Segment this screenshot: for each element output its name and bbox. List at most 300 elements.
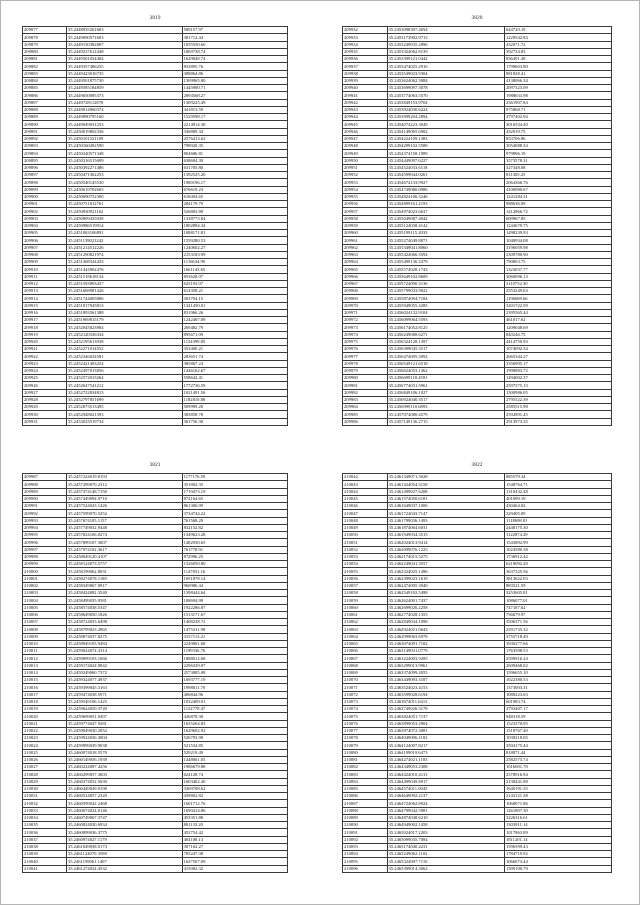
table-row bbox=[23, 619, 288, 626]
row-code-cell: 35.2456624053.1362 bbox=[387, 367, 504, 374]
table-row bbox=[23, 382, 288, 389]
row-value-cell: 1147831.16 bbox=[182, 568, 287, 575]
row-code-cell: 35.2452722834813 bbox=[66, 389, 182, 396]
row-id-cell: 210004 bbox=[23, 597, 67, 604]
row-code-cell: 35.2455049087.4042 bbox=[387, 215, 504, 222]
table-row bbox=[23, 360, 288, 367]
row-value-cell: 283651.74 bbox=[182, 353, 287, 360]
row-code-cell: 35.2463599028.6194 bbox=[387, 691, 504, 698]
row-code-cell: 35.2452873513495 bbox=[66, 404, 182, 411]
row-id-cell: 209914 bbox=[23, 295, 67, 302]
row-code-cell: 35.2458574038.5347 bbox=[66, 604, 182, 611]
row-value-cell: 1398444.64 bbox=[182, 590, 287, 597]
row-id-cell: 209911 bbox=[23, 273, 67, 280]
row-value-cell: 756679.97 bbox=[504, 611, 611, 618]
row-code-cell: 35.2449150382807 bbox=[66, 41, 182, 48]
row-code-cell: 35.2465024017.2203 bbox=[387, 829, 504, 836]
row-value-cell: 881828.41 bbox=[504, 70, 611, 77]
row-code-cell: 35.2450751812761 bbox=[66, 201, 182, 208]
row-value-cell: 3573578.31 bbox=[504, 157, 611, 164]
row-value-cell: 1802894.34 bbox=[182, 222, 287, 229]
row-id-cell: 210049 bbox=[343, 524, 388, 531]
data-table bbox=[342, 473, 612, 873]
table-row bbox=[343, 858, 612, 865]
row-code-cell: 35.2453849153.9704 bbox=[387, 99, 504, 106]
row-code-cell: 35.2458349067.0917 bbox=[66, 582, 182, 589]
row-code-cell: 35.2464799042.5981 bbox=[387, 807, 504, 814]
row-value-cell: 1118698.81 bbox=[504, 517, 611, 524]
table-row bbox=[343, 865, 612, 872]
table-row bbox=[343, 411, 612, 418]
row-code-cell: 35.2453399121.0442 bbox=[387, 56, 504, 63]
table-row bbox=[23, 179, 288, 186]
table-row bbox=[343, 186, 612, 193]
row-code-cell: 35.2450909435038 bbox=[66, 215, 182, 222]
row-code-cell: 35.2451969815179 bbox=[66, 317, 182, 324]
row-id-cell: 209971 bbox=[343, 309, 388, 316]
row-id-cell: 209942 bbox=[343, 99, 388, 106]
row-id-cell: 210077 bbox=[343, 727, 388, 734]
row-value-cell: 872996.25 bbox=[182, 553, 287, 560]
row-code-cell: 35.2454374158.1989 bbox=[387, 150, 504, 157]
row-code-cell: 35.2452797851699 bbox=[66, 396, 182, 403]
row-value-cell: 2592891.45 bbox=[504, 411, 611, 418]
table-row bbox=[23, 411, 288, 418]
row-code-cell: 35.2453249035.2896 bbox=[387, 41, 504, 48]
row-id-cell: 210054 bbox=[343, 561, 388, 568]
row-code-cell: 35.2450471362253 bbox=[66, 172, 182, 179]
table-row bbox=[343, 360, 612, 367]
table-row bbox=[23, 568, 288, 575]
table-row bbox=[23, 222, 288, 229]
row-value-cell: 1024580.38 bbox=[504, 546, 611, 553]
table-row bbox=[23, 244, 288, 251]
row-code-cell: 35.2462699026.2258 bbox=[387, 604, 504, 611]
table-row bbox=[23, 27, 288, 34]
row-code-cell: 35.2454899161.2193 bbox=[387, 201, 504, 208]
row-code-cell: 35.2460974027.1179 bbox=[66, 836, 182, 843]
table-row bbox=[343, 172, 612, 179]
row-id-cell: 210024 bbox=[23, 742, 67, 749]
row-value-cell: 381712.44 bbox=[182, 34, 287, 41]
row-value-cell: 1548764.71 bbox=[504, 481, 611, 488]
row-code-cell: 35.2451139021242 bbox=[66, 237, 182, 244]
row-id-cell: 210074 bbox=[343, 706, 388, 713]
row-id-cell: 209923 bbox=[23, 360, 67, 367]
row-code-cell: 35.2457824106.0274 bbox=[66, 532, 182, 539]
row-code-cell: 35.2462624001.7437 bbox=[387, 597, 504, 604]
table-row bbox=[343, 382, 612, 389]
row-id-cell: 209972 bbox=[343, 317, 388, 324]
row-value-cell: 1182810.88 bbox=[182, 396, 287, 403]
row-value-cell: 1601712.76 bbox=[182, 800, 287, 807]
table-row bbox=[23, 135, 288, 142]
table-row bbox=[343, 510, 612, 517]
table-row bbox=[23, 375, 288, 382]
table-row bbox=[343, 517, 612, 524]
table-row bbox=[343, 655, 612, 662]
row-value-cell: 801133.20 bbox=[182, 822, 287, 829]
row-value-cell: 2249061.68 bbox=[182, 640, 287, 647]
row-code-cell: 35.2454824106.3246 bbox=[387, 193, 504, 200]
row-value-cell: 341813.59 bbox=[182, 106, 287, 113]
row-code-cell: 35.2463749026.3178 bbox=[387, 706, 504, 713]
row-id-cell: 210043 bbox=[343, 481, 388, 488]
row-value-cell: 3060096.13 bbox=[504, 273, 611, 280]
row-code-cell: 35.2463674011.6413 bbox=[387, 698, 504, 705]
row-id-cell: 209965 bbox=[343, 266, 388, 273]
table-row bbox=[23, 532, 288, 539]
row-value-cell: 2395565.44 bbox=[504, 309, 611, 316]
row-value-cell: 1318432.48 bbox=[504, 488, 611, 495]
table-row bbox=[23, 331, 288, 338]
row-id-cell: 210031 bbox=[23, 793, 67, 800]
row-value-cell: 392734.83 bbox=[504, 48, 611, 55]
row-code-cell: 35.2451518618134 bbox=[66, 273, 182, 280]
table-row bbox=[23, 640, 288, 647]
row-code-cell: 35.2458424082.3540 bbox=[66, 590, 182, 597]
quadrant-title: 3819 bbox=[149, 15, 161, 21]
row-id-cell: 210017 bbox=[23, 691, 67, 698]
row-id-cell: 209934 bbox=[343, 41, 388, 48]
row-value-cell: 1338773.84 bbox=[182, 215, 287, 222]
table-row bbox=[23, 353, 288, 360]
row-value-cell: 1596599.43 bbox=[504, 843, 611, 850]
row-value-cell: 1736912.42 bbox=[504, 553, 611, 560]
row-id-cell: 209951 bbox=[343, 164, 388, 171]
row-value-cell: 452754.42 bbox=[182, 829, 287, 836]
table-row bbox=[23, 720, 288, 727]
row-code-cell: 35.2456324128.1397 bbox=[387, 338, 504, 345]
table-row bbox=[23, 524, 288, 531]
row-value-cell: 269482.79 bbox=[182, 324, 287, 331]
row-code-cell: 35.2459399045.3163 bbox=[66, 684, 182, 691]
row-id-cell: 210009 bbox=[23, 633, 67, 640]
table-row bbox=[23, 858, 288, 865]
table-row bbox=[23, 778, 288, 785]
row-code-cell: 35.2461799036.1493 bbox=[387, 517, 504, 524]
table-row bbox=[23, 346, 288, 353]
table-row bbox=[23, 63, 288, 70]
row-code-cell: 35.2457299070.2312 bbox=[66, 481, 182, 488]
row-code-cell: 35.2458724055.6498 bbox=[66, 619, 182, 626]
row-value-cell: 1559280.53 bbox=[182, 237, 287, 244]
row-value-cell: 1326050.80 bbox=[182, 561, 287, 568]
row-code-cell: 35.2459174024.9842 bbox=[66, 662, 182, 669]
row-id-cell: 210069 bbox=[343, 669, 388, 676]
row-value-cell: 2585515.98 bbox=[504, 404, 611, 411]
row-code-cell: 35.2449728112878 bbox=[66, 99, 182, 106]
table-row bbox=[343, 626, 612, 633]
row-code-cell: 35.2465324007.7110 bbox=[387, 858, 504, 865]
row-id-cell: 209983 bbox=[343, 396, 388, 403]
row-code-cell: 35.2453999204.2894 bbox=[387, 114, 504, 121]
table-row bbox=[343, 135, 612, 142]
row-value-cell: 415082.32 bbox=[182, 865, 287, 872]
row-value-cell: 526793.98 bbox=[182, 735, 287, 742]
row-code-cell: 35.2450986519914 bbox=[66, 222, 182, 229]
row-value-cell: 404108.13 bbox=[182, 836, 287, 843]
row-id-cell: 209957 bbox=[343, 208, 388, 215]
row-id-cell: 210027 bbox=[23, 764, 67, 771]
row-value-cell: 3157113.21 bbox=[182, 633, 287, 640]
table-row bbox=[23, 814, 288, 821]
row-code-cell: 35.2456249088.6271 bbox=[387, 331, 504, 338]
table-row bbox=[23, 604, 288, 611]
row-value-cell: 1408238.72 bbox=[182, 619, 287, 626]
row-code-cell: 35.2452045023984 bbox=[66, 324, 182, 331]
table-row bbox=[23, 273, 288, 280]
row-id-cell: 209995 bbox=[23, 532, 67, 539]
table-row bbox=[23, 193, 288, 200]
row-code-cell: 35.2458124073.5757 bbox=[66, 561, 182, 568]
row-code-cell: 35.2455949055.4285 bbox=[387, 302, 504, 309]
table-row bbox=[23, 756, 288, 763]
row-value-cell: 1122874.29 bbox=[504, 532, 611, 539]
row-id-cell: 209936 bbox=[343, 56, 388, 63]
table-row bbox=[23, 106, 288, 113]
table-row bbox=[343, 121, 612, 128]
row-id-cell: 209977 bbox=[343, 353, 388, 360]
table-row bbox=[343, 822, 612, 829]
table-row bbox=[343, 114, 612, 121]
row-id-cell: 210067 bbox=[343, 655, 388, 662]
row-value-cell: 1494002.37 bbox=[504, 375, 611, 382]
row-id-cell: 209931 bbox=[23, 418, 67, 425]
table-row bbox=[343, 150, 612, 157]
data-table bbox=[22, 473, 288, 873]
table-row bbox=[23, 648, 288, 655]
row-id-cell: 209962 bbox=[343, 244, 388, 251]
row-value-cell: 1323037.77 bbox=[504, 266, 611, 273]
row-value-cell: 1629602.92 bbox=[182, 727, 287, 734]
table-row bbox=[343, 713, 612, 720]
table-row bbox=[23, 510, 288, 517]
table-row bbox=[23, 302, 288, 309]
row-value-cell: 2573085.08 bbox=[182, 669, 287, 676]
quadrant-title: 3821 bbox=[149, 462, 161, 468]
row-id-cell: 210081 bbox=[343, 756, 388, 763]
row-id-cell: 210096 bbox=[343, 865, 388, 872]
row-value-cell: 1199336.76 bbox=[182, 648, 287, 655]
row-id-cell: 209937 bbox=[343, 63, 388, 70]
row-code-cell: 35.2457449094.9710 bbox=[66, 495, 182, 502]
row-id-cell: 209930 bbox=[23, 411, 67, 418]
row-value-cell: 1888012.68 bbox=[182, 655, 287, 662]
row-value-cell: 1134399.85 bbox=[182, 338, 287, 345]
row-id-cell: 209988 bbox=[23, 481, 67, 488]
table-row bbox=[343, 56, 612, 63]
table-row bbox=[343, 582, 612, 589]
table-row bbox=[343, 771, 612, 778]
row-id-cell: 209984 bbox=[343, 404, 388, 411]
row-code-cell: 35.2455874094.7184 bbox=[387, 295, 504, 302]
table-row bbox=[343, 367, 612, 374]
row-code-cell: 35.2450240571348 bbox=[66, 150, 182, 157]
row-value-cell: 3356995.17 bbox=[504, 360, 611, 367]
row-code-cell: 35.2462249041.3557 bbox=[387, 561, 504, 568]
row-code-cell: 35.2449301034484 bbox=[66, 56, 182, 63]
row-value-cell: 1261807.30 bbox=[504, 807, 611, 814]
table-row bbox=[343, 539, 612, 546]
table-row bbox=[23, 85, 288, 92]
row-value-cell: 638694.39 bbox=[182, 157, 287, 164]
row-value-cell: 960986.44 bbox=[182, 582, 287, 589]
table-row bbox=[343, 418, 612, 425]
row-code-cell: 35.2454749080.0986 bbox=[387, 186, 504, 193]
row-value-cell: 1152778.47 bbox=[182, 706, 287, 713]
row-id-cell: 210071 bbox=[343, 684, 388, 691]
row-value-cell: 836491.28 bbox=[504, 56, 611, 63]
row-id-cell: 209925 bbox=[23, 375, 67, 382]
row-value-cell: 353400.21 bbox=[182, 346, 287, 353]
row-code-cell: 35.2453774063.5570 bbox=[387, 92, 504, 99]
row-value-cell: 589157.97 bbox=[182, 27, 287, 34]
row-id-cell: 210068 bbox=[343, 662, 388, 669]
row-code-cell: 35.2459099103.1066 bbox=[66, 655, 182, 662]
row-value-cell: 2597575.13 bbox=[504, 382, 611, 389]
row-id-cell: 210063 bbox=[343, 626, 388, 633]
row-code-cell: 35.2451443902476 bbox=[66, 266, 182, 273]
row-id-cell: 209943 bbox=[343, 106, 388, 113]
table-row bbox=[23, 706, 288, 713]
row-value-cell: 1399100.79 bbox=[504, 865, 611, 872]
row-value-cell: 3637325.56 bbox=[504, 568, 611, 575]
row-code-cell: 35.2450316515699 bbox=[66, 157, 182, 164]
table-row bbox=[23, 590, 288, 597]
table-row bbox=[23, 317, 288, 324]
row-id-cell: 209920 bbox=[23, 338, 67, 345]
row-value-cell: 1629848.74 bbox=[182, 56, 287, 63]
row-id-cell: 210028 bbox=[23, 771, 67, 778]
row-code-cell: 35.2457074080.4579 bbox=[387, 411, 504, 418]
row-id-cell: 210010 bbox=[23, 640, 67, 647]
row-id-cell: 209881 bbox=[23, 56, 67, 63]
table-row bbox=[23, 324, 288, 331]
table-row bbox=[23, 157, 288, 164]
row-id-cell: 209981 bbox=[343, 382, 388, 389]
table-row bbox=[343, 346, 612, 353]
row-code-cell: 35.2453624062.3084 bbox=[387, 77, 504, 84]
row-code-cell: 35.2449357486255 bbox=[66, 63, 182, 70]
row-code-cell: 35.2454524033.6118 bbox=[387, 164, 504, 171]
row-value-cell: 804686.81 bbox=[182, 150, 287, 157]
table-row bbox=[343, 648, 612, 655]
row-id-cell: 209922 bbox=[23, 353, 67, 360]
row-id-cell: 209958 bbox=[343, 215, 388, 222]
row-id-cell: 210062 bbox=[343, 619, 388, 626]
row-value-cell: 1523370.95 bbox=[504, 720, 611, 727]
row-id-cell: 210075 bbox=[343, 713, 388, 720]
row-code-cell: 35.2461724043.7147 bbox=[387, 510, 504, 517]
row-value-cell: 1693777.19 bbox=[182, 677, 287, 684]
table-row bbox=[343, 677, 612, 684]
row-value-cell: 336889.34 bbox=[182, 128, 287, 135]
table-row bbox=[23, 295, 288, 302]
row-value-cell: 526803.88 bbox=[182, 208, 287, 215]
row-value-cell: 1635264.83 bbox=[182, 720, 287, 727]
row-id-cell: 209908 bbox=[23, 251, 67, 258]
row-id-cell: 209924 bbox=[23, 367, 67, 374]
row-code-cell: 35.2464049006.1182 bbox=[387, 735, 504, 742]
row-value-cell: 2599916.24 bbox=[504, 655, 611, 662]
table-row bbox=[343, 288, 612, 295]
row-value-cell: 351802.35 bbox=[182, 481, 287, 488]
row-id-cell: 209973 bbox=[343, 324, 388, 331]
row-id-cell: 210058 bbox=[343, 590, 388, 597]
row-code-cell: 35.2463899053.2904 bbox=[387, 720, 504, 727]
row-code-cell: 35.2452948021393 bbox=[66, 411, 182, 418]
row-id-cell: 209955 bbox=[343, 193, 388, 200]
row-id-cell: 209961 bbox=[343, 237, 388, 244]
table-row bbox=[23, 713, 288, 720]
row-id-cell: 209953 bbox=[343, 179, 388, 186]
row-code-cell: 35.2458274078.1189 bbox=[66, 575, 182, 582]
row-value-cell: 1784719.92 bbox=[504, 851, 611, 858]
row-id-cell: 210085 bbox=[343, 785, 388, 792]
table-row bbox=[343, 193, 612, 200]
table-row bbox=[343, 742, 612, 749]
row-code-cell: 35.2460749067.3747 bbox=[66, 814, 182, 821]
row-id-cell: 209975 bbox=[343, 338, 388, 345]
row-value-cell: 1627507.09 bbox=[182, 858, 287, 865]
row-value-cell: 2665344.27 bbox=[504, 353, 611, 360]
row-id-cell: 210020 bbox=[23, 713, 67, 720]
row-code-cell: 35.2465174040.4231 bbox=[387, 843, 504, 850]
row-id-cell: 210006 bbox=[23, 611, 67, 618]
row-id-cell: 210039 bbox=[23, 851, 67, 858]
row-id-cell: 209998 bbox=[23, 553, 67, 560]
row-code-cell: 35.2454224109.1383 bbox=[387, 135, 504, 142]
row-id-cell: 209928 bbox=[23, 396, 67, 403]
row-code-cell: 35.2458199062.8031 bbox=[66, 568, 182, 575]
table-row bbox=[343, 561, 612, 568]
row-id-cell: 210040 bbox=[23, 858, 67, 865]
table-row bbox=[23, 553, 288, 560]
row-id-cell: 210034 bbox=[23, 814, 67, 821]
row-value-cell: 3797402.94 bbox=[504, 114, 611, 121]
table-row bbox=[23, 669, 288, 676]
table-row bbox=[343, 691, 612, 698]
row-id-cell: 210089 bbox=[343, 814, 388, 821]
row-code-cell: 35.2459249060.7372 bbox=[66, 669, 182, 676]
row-code-cell: 35.2456774031.5961 bbox=[387, 382, 504, 389]
table-row bbox=[23, 34, 288, 41]
row-id-cell: 210056 bbox=[343, 575, 388, 582]
row-value-cell: 1303911.14 bbox=[504, 822, 611, 829]
table-row bbox=[343, 280, 612, 287]
row-id-cell: 209919 bbox=[23, 331, 67, 338]
row-value-cell: 988636.09 bbox=[504, 201, 611, 208]
row-code-cell: 35.2464949002.1458 bbox=[387, 822, 504, 829]
row-value-cell: 618494.65 bbox=[182, 193, 287, 200]
row-id-cell: 210088 bbox=[343, 807, 388, 814]
row-code-cell: 35.2459699051.0497 bbox=[66, 713, 182, 720]
table-row bbox=[23, 99, 288, 106]
row-id-cell: 210046 bbox=[343, 503, 388, 510]
row-value-cell: 327348.08 bbox=[504, 164, 611, 171]
table-row bbox=[23, 259, 288, 266]
row-code-cell: 35.2461124070.3598 bbox=[66, 851, 182, 858]
row-id-cell: 210083 bbox=[343, 771, 388, 778]
row-id-cell: 210033 bbox=[23, 807, 67, 814]
row-value-cell: 631705.80 bbox=[182, 164, 287, 171]
row-value-cell: 453351.88 bbox=[182, 814, 287, 821]
row-value-cell: 2064366.76 bbox=[504, 179, 611, 186]
row-code-cell: 35.2460899036.3775 bbox=[66, 829, 182, 836]
table-row bbox=[23, 503, 288, 510]
table-row bbox=[343, 706, 612, 713]
